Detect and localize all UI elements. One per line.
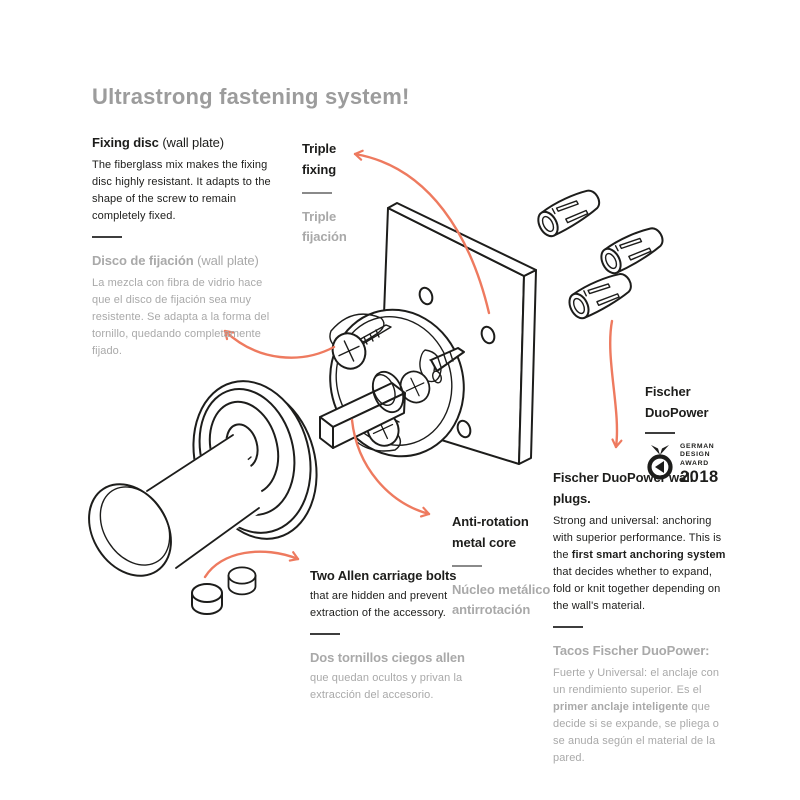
divider (645, 432, 675, 434)
arrow-to-wall-plugs-label (610, 321, 617, 447)
fixing-disc-heading-en-rest: (wall plate) (158, 135, 224, 150)
allen-bolt-icon (229, 567, 256, 594)
fixing-disc-heading-es (92, 251, 284, 272)
wall-plugs-body-en (553, 513, 731, 615)
wall-anchor-plugs-drawing (534, 185, 668, 322)
fischer-brand-label: Fischer DuoPower (645, 384, 709, 420)
award-line-2: DESIGN (680, 451, 711, 459)
wall-plugs-body-en-bold: first smart anchoring system (571, 548, 726, 561)
triple-fixing-label-en: Triple fixing (302, 141, 337, 177)
fixing-disc-heading-en-bold: Fixing disc (92, 135, 159, 150)
award-line-1: GERMAN (680, 442, 715, 450)
wall-plugs-body-es-bold: primer anclaje inteligente (553, 700, 689, 713)
wall-plugs-body-en-post: that decides whether to expand, fold or knit together depending on the wall's material. (553, 565, 721, 612)
fixing-disc-heading-en (92, 133, 284, 154)
allen-bolts-heading-en: Two Allen carriage bolts (310, 568, 457, 583)
allen-bolts-drawing (192, 567, 256, 614)
wall-plug-icon (597, 222, 668, 276)
wall-plugs-body-es (553, 665, 731, 767)
award-line-3: AWARD (680, 460, 709, 468)
allen-bolts-annotation (310, 566, 490, 704)
fixing-disc-body-es: La mezcla con fibra de vidrio hace que el disco de fijación sea muy resistente. Se adapta a la forma del tornillo, quedando completamente fijado. (92, 276, 270, 357)
divider (553, 626, 583, 628)
triple-fixing-label-es: Triple fijación (302, 208, 347, 245)
fixing-disc-heading-es-bold: Disco de fijación (92, 252, 194, 268)
wall-plug-icon (534, 185, 604, 240)
fixing-disc-heading-es-rest: (wall plate) (193, 252, 259, 268)
wall-plugs-body-es-pre: Fuerte y Universal: el anclaje con un rendimiento superior. Es el (553, 666, 720, 696)
allen-bolts-body-es: que quedan ocultos y privan la extracción del accesorio. (310, 671, 463, 701)
divider (310, 633, 340, 635)
anti-rotation-label-es: Núcleo metálico antirrotación (452, 581, 551, 618)
triple-fixing-annotation (302, 139, 360, 248)
wall-plugs-body-es-post: que decide si se expande, se pliega o se anuda según el material de la pared. (553, 700, 719, 764)
fixing-disc-annotation (92, 133, 284, 360)
divider (302, 192, 332, 194)
allen-bolt-icon (192, 584, 222, 614)
wall-plugs-annotation (553, 468, 731, 767)
wall-plugs-body-en-pre: Strong and universal: anchoring with superior performance. This is the (553, 514, 722, 561)
divider (92, 236, 122, 238)
wall-plugs-heading-es: Tacos Fischer DuoPower: (553, 642, 710, 658)
fixing-disc-body-en: The fiberglass mix makes the fixing disc highly resistant. It adapts to the shape of the screw to remain completely fixed. (92, 158, 271, 222)
allen-bolts-body-en: that are hidden and prevent extraction of the accessory. (310, 589, 448, 619)
page-title: Ultrastrong fastening system! (92, 84, 410, 109)
allen-bolts-heading-es: Dos tornillos ciegos allen (310, 649, 465, 665)
wall-plug-icon (565, 268, 636, 321)
anti-rotation-label-en: Anti-rotation metal core (452, 514, 529, 550)
award-year: 2018 (680, 468, 719, 487)
wall-plugs-heading-en: Fischer DuoPower wall plugs. (553, 470, 694, 506)
